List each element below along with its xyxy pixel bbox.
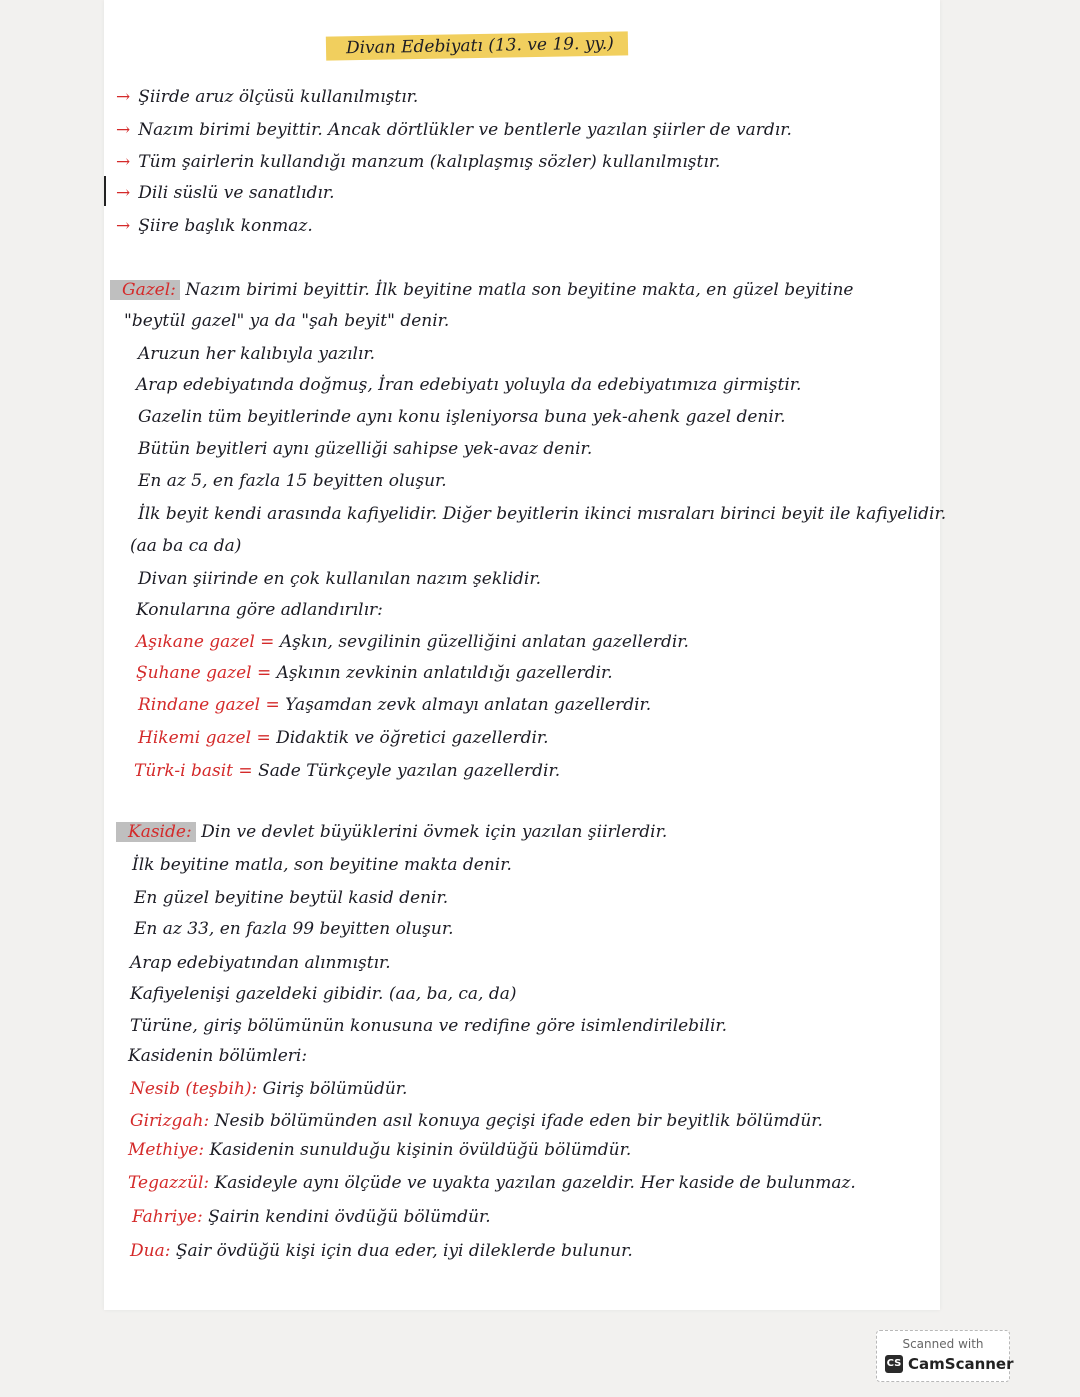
kaside-line: En güzel beyitine beytül kasid denir. bbox=[134, 888, 449, 908]
intro-item: → Şiire başlık konmaz. bbox=[116, 216, 313, 236]
scan-brand-name: CamScanner bbox=[908, 1355, 1014, 1373]
kaside-part: Fahriye: Şairin kendini övdüğü bölümdür. bbox=[132, 1207, 491, 1227]
kaside-line: Kafiyelenişi gazeldeki gibidir. (aa, ba, ca, da) bbox=[130, 984, 517, 1004]
kaside-part: Dua: Şair övdüğü kişi için dua eder, iyi dileklerde bulunur. bbox=[130, 1241, 633, 1261]
kaside-line: Kasidenin bölümleri: bbox=[128, 1046, 308, 1066]
gazel-type: Türk-i basit = Sade Türkçeyle yazılan gazellerdir. bbox=[134, 761, 561, 781]
gazel-type: Rindane gazel = Yaşamdan zevk almayı anlatan gazellerdir. bbox=[138, 695, 652, 715]
gazel-type: Aşıkane gazel = Aşkın, sevgilinin güzelliğini anlatan gazellerdir. bbox=[136, 632, 689, 652]
kaside-heading: Kaside: bbox=[116, 822, 196, 842]
kaside-part: Girizgah: Nesib bölümünden asıl konuya geçişi ifade eden bir beyitlik bölümdür. bbox=[130, 1111, 823, 1131]
kaside-part: Tegazzül: Kasideyle aynı ölçüde ve uyakta yazılan gazeldir. Her kaside de bulunmaz. bbox=[128, 1173, 856, 1193]
gazel-line: Konularına göre adlandırılır: bbox=[136, 600, 383, 620]
gazel-line: Arap edebiyatında doğmuş, İran edebiyatı yoluyla da edebiyatımıza girmiştir. bbox=[136, 375, 802, 395]
gazel-line: "beytül gazel" ya da "şah beyit" denir. bbox=[124, 311, 450, 331]
gazel-line: Aruzun her kalıbıyla yazılır. bbox=[138, 344, 376, 364]
scan-caption: Scanned with bbox=[902, 1337, 984, 1351]
kaside-line: En az 33, en fazla 99 beyitten oluşur. bbox=[134, 919, 454, 939]
intro-item: → Şiirde aruz ölçüsü kullanılmıştır. bbox=[116, 87, 419, 107]
kaside-part: Nesib (teşbih): Giriş bölümüdür. bbox=[130, 1079, 408, 1099]
intro-item: → Dili süslü ve sanatlıdır. bbox=[116, 183, 335, 203]
arrow-icon: → bbox=[116, 120, 131, 140]
intro-item: → Tüm şairlerin kullandığı manzum (kalıplaşmış sözler) kullanılmıştır. bbox=[116, 152, 721, 172]
gazel-type: Hikemi gazel = Didaktik ve öğretici gazellerdir. bbox=[138, 728, 549, 748]
kaside-part: Methiye: Kasidenin sunulduğu kişinin övüldüğü bölümdür. bbox=[128, 1140, 632, 1160]
gazel-heading: Gazel: bbox=[110, 280, 180, 300]
gazel-type: Şuhane gazel = Aşkının zevkinin anlatıldığı gazellerdir. bbox=[136, 663, 613, 683]
gazel-line: Divan şiirinde en çok kullanılan nazım şeklidir. bbox=[138, 569, 542, 589]
gazel-line: (aa ba ca da) bbox=[130, 536, 242, 556]
gazel-line: Gazel: Nazım birimi beyittir. İlk beyitine matla son beyitine makta, en güzel beyitine bbox=[110, 279, 854, 301]
gazel-line: En az 5, en fazla 15 beyitten oluşur. bbox=[138, 471, 447, 491]
arrow-icon: → bbox=[116, 183, 131, 203]
kaside-line: İlk beyitine matla, son beyitine makta denir. bbox=[132, 855, 512, 875]
gazel-line: Bütün beyitleri aynı güzelliği sahipse yek-avaz denir. bbox=[138, 439, 593, 459]
camscanner-badge bbox=[876, 1330, 1014, 1382]
margin-mark bbox=[104, 176, 106, 206]
gazel-line: Gazelin tüm beyitlerinde aynı konu işleniyorsa buna yek-ahenk gazel denir. bbox=[138, 407, 786, 427]
kaside-line: Türüne, giriş bölümünün konusuna ve redifine göre isimlendirilebilir. bbox=[130, 1016, 728, 1036]
kaside-line: Kaside: Din ve devlet büyüklerini övmek için yazılan şiirlerdir. bbox=[116, 821, 667, 843]
arrow-icon: → bbox=[116, 216, 131, 236]
arrow-icon: → bbox=[116, 87, 131, 107]
scan-brand bbox=[885, 1355, 1014, 1373]
kaside-line: Arap edebiyatından alınmıştır. bbox=[130, 953, 391, 973]
camscanner-logo-icon: CS bbox=[885, 1355, 903, 1373]
page-title: Divan Edebiyatı (13. ve 19. yy.) bbox=[326, 31, 628, 60]
gazel-line: İlk beyit kendi arasında kafiyelidir. Diğer beyitlerin ikinci mısraları birinci beyit ile kafiyelidir. bbox=[138, 504, 947, 524]
intro-item: → Nazım birimi beyittir. Ancak dörtlükler ve bentlerle yazılan şiirler de vardır. bbox=[116, 120, 792, 140]
arrow-icon: → bbox=[116, 152, 131, 172]
